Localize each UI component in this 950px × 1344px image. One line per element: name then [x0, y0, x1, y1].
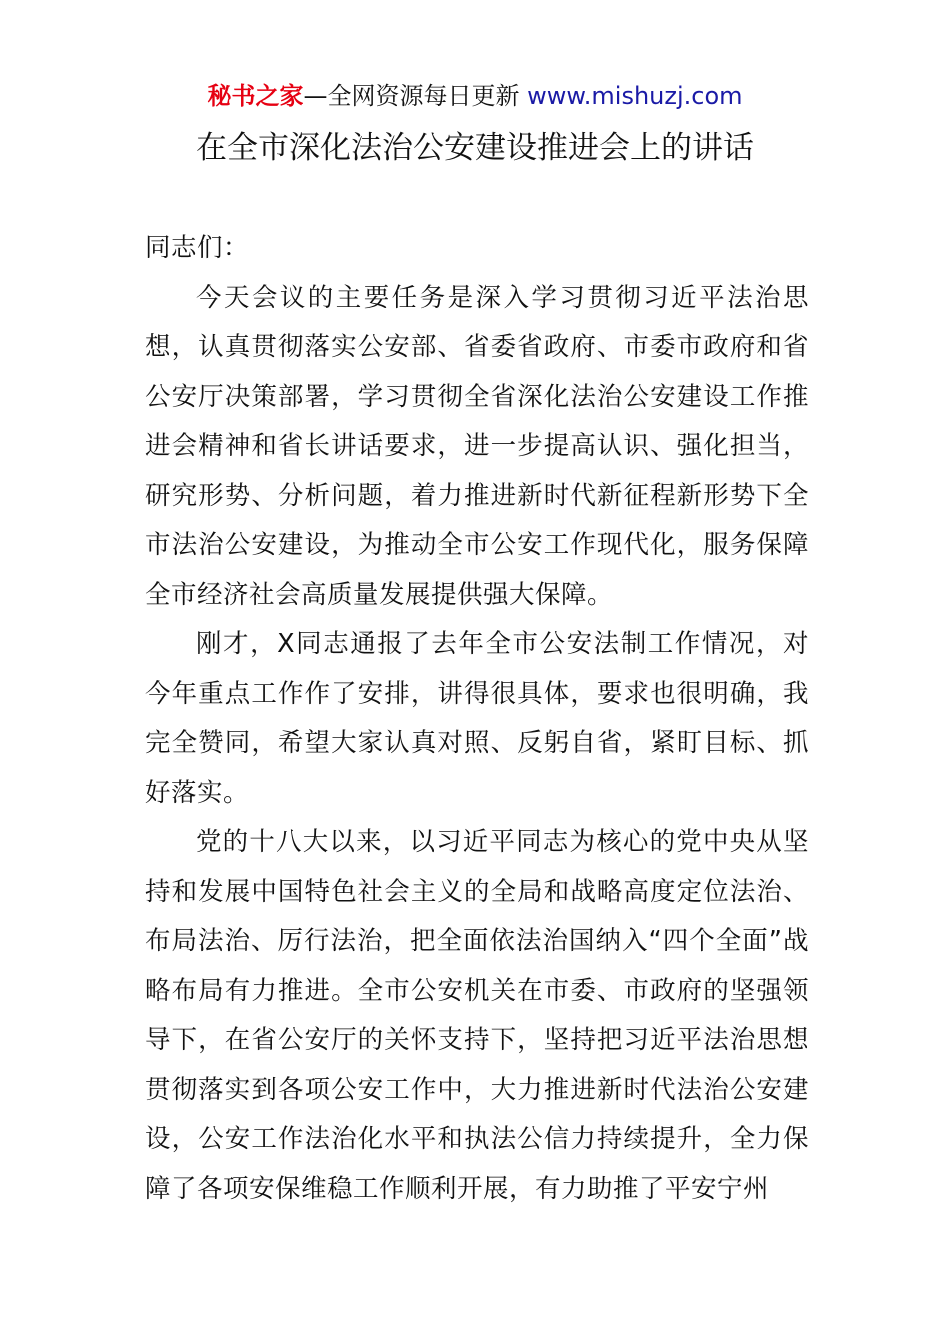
site-url-link[interactable]: www.mishuzj.com: [527, 82, 743, 110]
site-header: [0, 80, 950, 112]
brand-name: 秘书之家: [207, 82, 304, 110]
salutation: 同志们：: [145, 233, 250, 263]
document-title: 在全市深化法治公安建设推进会上的讲话: [196, 130, 754, 166]
paragraph: 党的十八大以来，以习近平同志为核心的党中央从坚持和发展中国特色社会主义的全局和战略高度定位法治、布局法治、厉行法治，把全面依法治国纳入“四个全面”战略布局有力推进。全市公安机关在市委、市政府的坚强领导下，在省公安厅的关怀支持下，坚持把习近平法治思想贯彻落实到各项公安工作中，大力推进新时代法治公安建设，公安工作法治化水平和执法公信力持续提升，全力保障了各项安保维稳工作顺利开展，有力助推了平安宁州: [145, 827, 809, 1204]
document-body: [145, 224, 809, 1214]
paragraph: 今天会议的主要任务是深入学习贯彻习近平法治思想，认真贯彻落实公安部、省委省政府、市委市政府和省公安厅决策部署，学习贯彻全省深化法治公安建设工作推进会精神和省长讲话要求，进一步提高认识、强化担当，研究形势、分析问题，着力推进新时代新征程新形势下全市法治公安建设，为推动全市公安工作现代化，服务保障全市经济社会高质量发展提供强大保障。: [145, 282, 809, 610]
paragraph: 刚才，X同志通报了去年全市公安法制工作情况，对今年重点工作作了安排，讲得很具体，要求也很明确，我完全赞同，希望大家认真对照、反躬自省，紧盯目标、抓好落实。: [145, 629, 809, 808]
site-slogan: —全网资源每日更新: [303, 82, 528, 110]
